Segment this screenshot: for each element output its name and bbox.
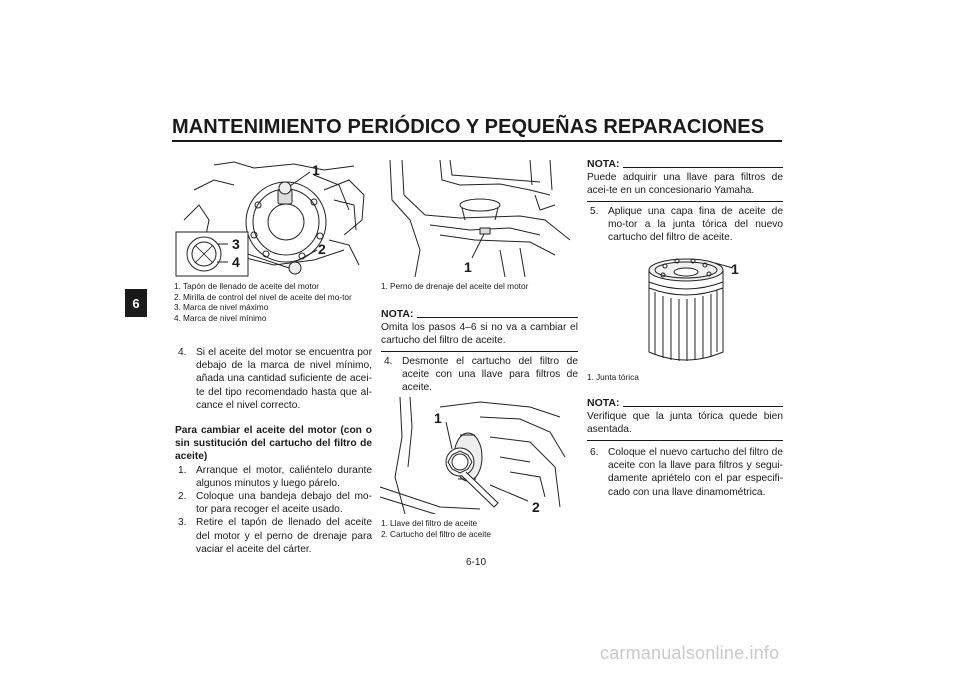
figure-caption <box>587 372 783 383</box>
instruction-step: 6. Coloque el nuevo cartucho del filtro de aceite con la llave para filtros y segui-damente apriételo con el par especifi-cado con una llave dinamométrica. <box>590 447 783 498</box>
oil-filter-cartridge-illustration <box>587 252 782 369</box>
caption-item: 2. Cartucho del filtro de aceite <box>381 528 492 539</box>
engine-oil-filler-illustration <box>174 160 368 277</box>
column-3-body <box>587 205 783 245</box>
caption-item: 2. Mirilla de control del nivel de aceite del mo-tor <box>174 291 352 302</box>
callout-3: 3 <box>232 236 240 252</box>
chapter-tab: 6 <box>125 289 147 317</box>
page-title: MANTENIMIENTO PERIÓDICO Y PEQUEÑAS REPARACIONES <box>172 116 765 138</box>
instruction-step: 4. Si el aceite del motor se encuentra por debajo de la marca de nivel mínimo, añada una cantidad suficiente de acei-te del tipo recomendado hasta que al-cance el nivel correcto. <box>178 347 372 411</box>
caption-item: 1. Tapón de llenado de aceite del motor <box>174 281 320 291</box>
figure-caption <box>381 518 579 539</box>
note-box <box>587 396 783 441</box>
callout-2: 2 <box>318 241 326 257</box>
figure-o-ring <box>587 252 782 369</box>
figure-drain-bolt <box>380 160 575 277</box>
callout-2: 2 <box>532 499 540 514</box>
instruction-step: 1. Arranque el motor, caliéntelo durante algunos minutos y luego párelo. <box>178 464 372 489</box>
drain-bolt-illustration <box>380 160 575 277</box>
watermark: carmanualsonline.info <box>600 643 780 663</box>
instruction-step: 2. Coloque una bandeja debajo del mo-tor para recoger el aceite usado. <box>178 491 372 516</box>
caption-item: 4. Marca de nivel mínimo <box>174 312 267 323</box>
note-label: NOTA: <box>381 308 414 320</box>
note-label: NOTA: <box>587 158 620 170</box>
note-box <box>381 307 578 352</box>
page-number: 6-10 <box>466 557 487 568</box>
figure-caption <box>174 281 372 323</box>
instruction-step: 3. Retire el tapón de llenado del aceite del motor y el perno de drenaje para vaciar el aceite del cárter. <box>178 517 372 555</box>
callout-1: 1 <box>464 259 472 275</box>
note-text: Verifique que la junta tórica quede bien asentada. <box>587 411 783 436</box>
figure-filter-wrench <box>380 397 575 514</box>
caption-item: 1. Perno de drenaje del aceite del motor <box>381 281 529 291</box>
figure-oil-level-check <box>174 160 368 277</box>
instruction-step: 4. Desmonte el cartucho del filtro de aceite con una llave para filtros de aceite. <box>384 356 578 394</box>
column-3-body-lower <box>587 446 783 499</box>
callout-1: 1 <box>312 162 320 178</box>
section-heading: Para cambiar el aceite del motor (con o sin sustitución del cartucho del filtro de aceite) <box>175 425 372 463</box>
caption-item: 1. Llave del filtro de aceite <box>381 518 478 528</box>
note-text: Puede adquirir una llave para filtros de acei-te en un concesionario Yamaha. <box>587 172 783 197</box>
filter-wrench-illustration <box>380 397 575 514</box>
caption-item: 1. Junta tórica <box>587 372 639 382</box>
caption-item: 3. Marca de nivel máximo <box>174 302 269 313</box>
callout-4: 4 <box>232 254 240 270</box>
column-1-body <box>175 346 372 556</box>
callout-1: 1 <box>731 261 739 277</box>
figure-caption <box>381 281 579 292</box>
callout-1: 1 <box>434 410 442 426</box>
note-text: Omita los pasos 4–6 si no va a cambiar el cartucho del filtro de aceite. <box>381 322 578 347</box>
column-2-body <box>381 355 578 395</box>
note-box <box>587 157 783 202</box>
header-rule <box>172 140 782 142</box>
note-label: NOTA: <box>587 397 620 409</box>
instruction-step: 5. Aplique una capa fina de aceite de mo-tor a la junta tórica del nuevo cartucho del filtro de aceite. <box>590 206 783 244</box>
